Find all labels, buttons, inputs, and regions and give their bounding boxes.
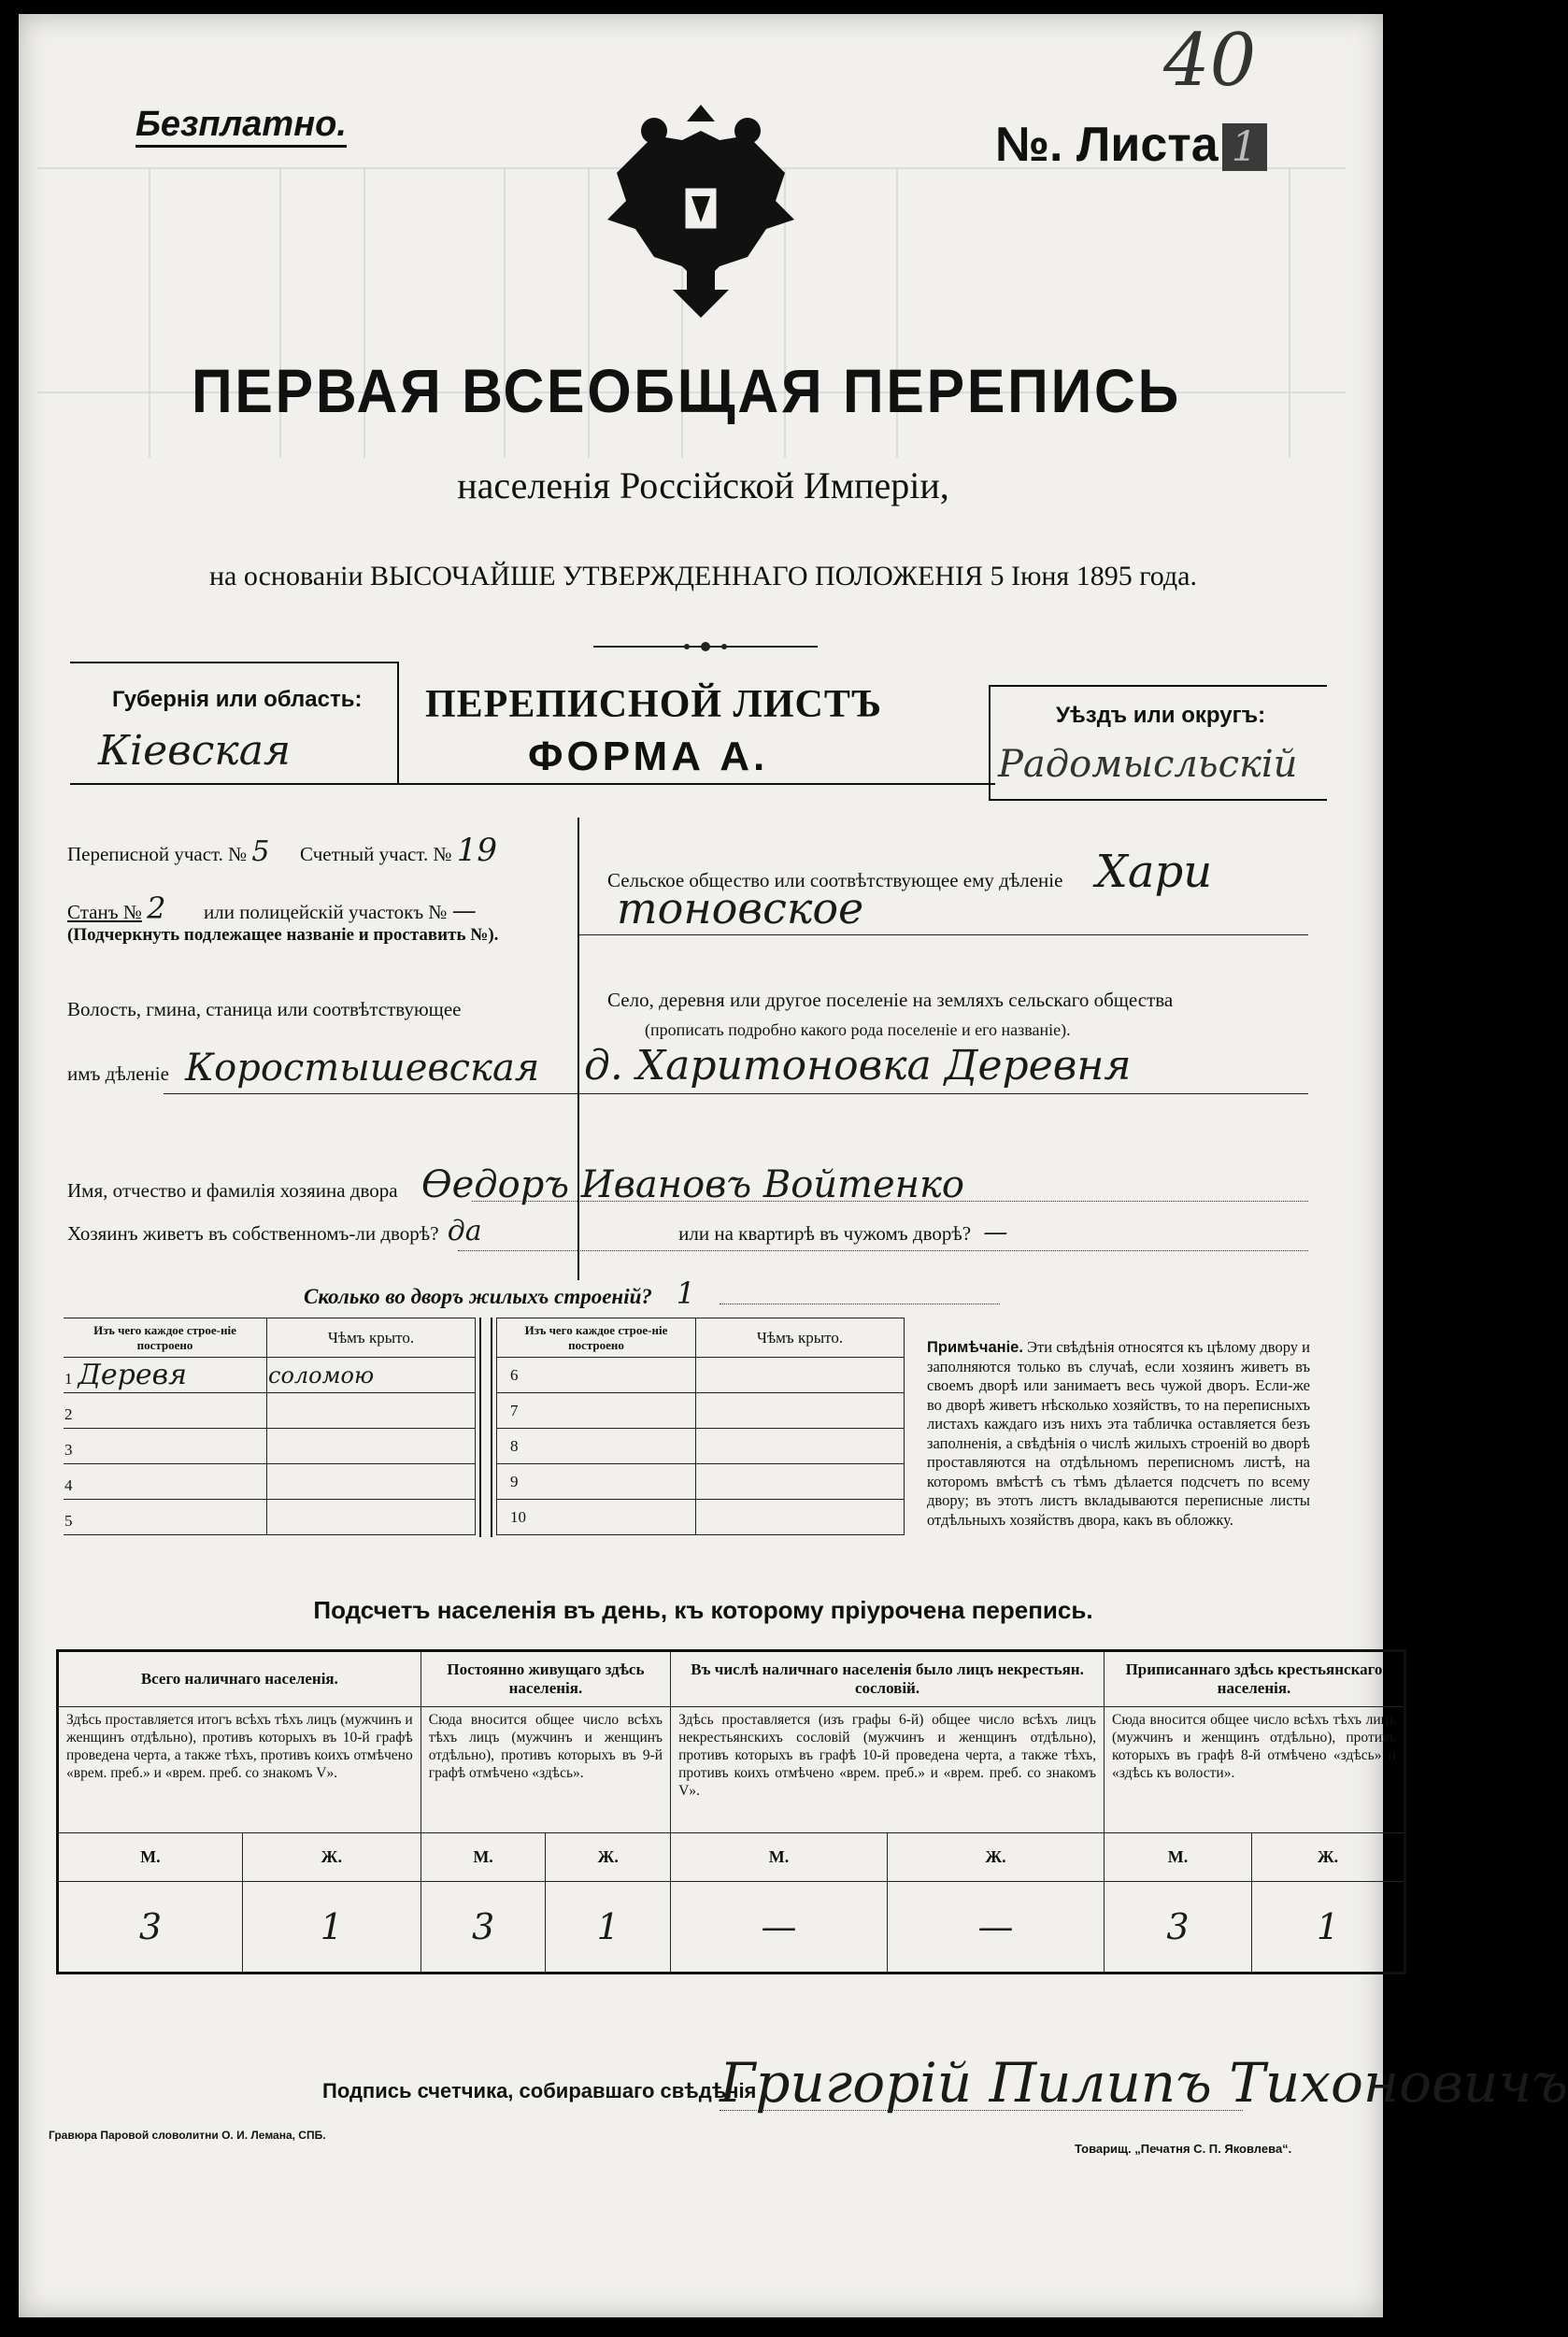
male-count: 3 — [1104, 1882, 1251, 1974]
building-roof — [267, 1500, 476, 1535]
count-group-desc: Здѣсь проставляется (изъ графы 6-й) общее число всѣхъ лицъ некрестьянскихъ сословій (мужчинъ и женщинъ отдѣльно), противъ которыхъ въ графѣ 10-й проведена черта, а также тѣхъ, противъ коихъ отмѣчено «врем. преб.» и «врем. преб. со знакомъ V». — [671, 1707, 1105, 1833]
gubernia-label: Губернія или область: — [112, 687, 363, 712]
building-material-cell — [64, 1464, 267, 1500]
form-subtitle: ФОРМА А. — [528, 734, 769, 779]
building-number: 3 — [64, 1441, 73, 1459]
building-roof — [696, 1358, 905, 1393]
sheet-number — [995, 117, 1267, 173]
buildings-value: 1 — [676, 1275, 695, 1311]
building-material-cell — [64, 1429, 267, 1464]
female-col-label: Ж. — [242, 1833, 421, 1882]
female-count: 1 — [546, 1882, 671, 1974]
buildings-row — [304, 1275, 695, 1311]
buildings-col-roof-2: Чѣмъ крыто. — [696, 1318, 905, 1358]
page-title: ПЕРВАЯ ВСЕОБЩАЯ ПЕРЕПИСЬ — [192, 356, 1181, 425]
stan-note: (Подчеркнуть подлежащее названіе и проставить №). — [67, 925, 499, 945]
gubernia-value: Кіевская — [98, 727, 292, 775]
building-roof: соломою — [267, 1358, 476, 1393]
schet-uchast-label: Счетный участ. № — [300, 843, 452, 865]
schet-uchast-value: 19 — [456, 832, 497, 869]
police-value: — — [451, 897, 477, 925]
printer-right: Товарищ. „Печатня С. П. Яковлева“. — [1075, 2142, 1292, 2156]
buildings-row — [497, 1500, 905, 1535]
form-title: ПЕРЕПИСНОЙ ЛИСТЪ — [425, 683, 882, 726]
male-count: 3 — [58, 1882, 243, 1974]
ornament-divider — [593, 640, 818, 653]
building-number: 5 — [64, 1512, 73, 1530]
female-col-label: Ж. — [1252, 1833, 1405, 1882]
sheet-number-value: 1 — [1222, 123, 1267, 171]
perepis-uchast-value: 5 — [251, 835, 270, 868]
count-group-head: Всего наличнаго населенія. — [58, 1651, 421, 1707]
society-line — [579, 934, 1308, 935]
buildings-row — [497, 1358, 905, 1393]
uezd-label: Уѣздъ или округъ: — [1056, 703, 1266, 728]
signature-value: Григорій Пилипъ Тихоновичъ — [720, 2051, 1568, 2115]
imperial-eagle-icon — [598, 103, 804, 327]
free-label: Безплатно. — [135, 105, 347, 148]
count-group-desc: Сюда вносится общее число всѣхъ тѣхъ лицъ (мужчинъ и женщинъ отдѣльно), противъ которыхъ въ графѣ 8-й отмѣчено «здѣсь» и «здѣсь къ волости». — [1104, 1707, 1404, 1833]
male-col-label: М. — [1104, 1833, 1251, 1882]
village-label: Село, деревня или другое поселеніе на земляхъ сельскаго общества — [607, 989, 1174, 1011]
building-roof — [267, 1429, 476, 1464]
police-label: или полицейскій участокъ № — [203, 901, 448, 923]
own-yard-label: Хозяинъ живетъ въ собственномъ-ли дворѣ? — [67, 1222, 439, 1245]
village-line — [164, 1093, 1308, 1094]
count-table — [56, 1649, 1406, 1974]
building-roof — [696, 1500, 905, 1535]
owner-label: Имя, отчество и фамилія хозяина двора — [67, 1179, 398, 1202]
building-roof — [267, 1464, 476, 1500]
building-number: 10 — [497, 1500, 696, 1535]
buildings-row — [497, 1393, 905, 1429]
buildings-row — [64, 1358, 476, 1393]
building-roof — [696, 1429, 905, 1464]
owner-line — [472, 1201, 1308, 1202]
note — [927, 1338, 1310, 1530]
buildings-row — [64, 1429, 476, 1464]
society-value-2: тоновское — [617, 883, 864, 933]
buildings-table — [64, 1318, 905, 1537]
village-value: д. Харитоновка Деревня — [584, 1042, 1132, 1090]
buildings-label: Сколько во дворъ жилыхъ строеній? — [304, 1285, 652, 1308]
volost-row — [67, 1047, 539, 1090]
female-count: 1 — [1252, 1882, 1405, 1974]
stan-row — [67, 891, 477, 926]
corner-number: 40 — [1163, 19, 1257, 103]
building-material: Деревя — [78, 1359, 187, 1391]
village-note: (прописать подробно какого рода поселеніе и его названіе). — [645, 1020, 1071, 1039]
male-col-label: М. — [671, 1833, 888, 1882]
building-roof — [696, 1464, 905, 1500]
building-roof — [696, 1393, 905, 1429]
building-material-cell — [64, 1500, 267, 1535]
buildings-row — [497, 1429, 905, 1464]
volost-value: Коростышевская — [185, 1047, 540, 1090]
signature-label: Подпись счетчика, собиравшаго свѣдѣнія — [322, 2079, 757, 2102]
buildings-col-material: Изъ чего каждое строе-ніе построено — [64, 1318, 267, 1358]
count-group-desc: Сюда вносится общее число всѣхъ тѣхъ лицъ (мужчинъ и женщинъ отдѣльно), противъ которыхъ въ 9-й графѣ отмѣчено «здѣсь». — [421, 1707, 670, 1833]
building-number: 4 — [64, 1476, 73, 1494]
buildings-row — [64, 1500, 476, 1535]
building-number: 9 — [497, 1464, 696, 1500]
building-material-cell — [64, 1393, 267, 1429]
count-group-head: Приписаннаго здѣсь крестьянскаго населенія. — [1104, 1651, 1404, 1707]
perepis-uchast-label: Переписной участ. № — [67, 843, 248, 865]
building-number: 8 — [497, 1429, 696, 1464]
building-number: 2 — [64, 1405, 73, 1423]
buildings-col-material-2: Изъ чего каждое строе-ніе построено — [497, 1318, 696, 1358]
female-col-label: Ж. — [888, 1833, 1105, 1882]
sheet-number-label: №. Листа — [995, 118, 1219, 172]
header-rule — [397, 783, 995, 785]
society-value-1: Хари — [1095, 846, 1213, 898]
volost-label-2: имъ дѣленіе — [67, 1062, 169, 1085]
own-yard-value: да — [447, 1215, 482, 1247]
building-number: 1 — [64, 1370, 73, 1388]
society-label: Сельское общество или соотвѣтствующее ему дѣленіе — [607, 869, 1063, 891]
female-count: — — [888, 1882, 1105, 1974]
legal-basis: на основаніи ВЫСОЧАЙШЕ УТВЕРЖДЕННАГО ПОЛОЖЕНІЯ 5 Іюня 1895 года. — [209, 561, 1197, 591]
stan-value: 2 — [147, 891, 166, 926]
male-col-label: М. — [58, 1833, 243, 1882]
buildings-col-roof: Чѣмъ крыто. — [267, 1318, 476, 1358]
building-number: 7 — [497, 1393, 696, 1429]
printer-left: Гравюра Паровой словолитни О. И. Лемана, СПБ. — [49, 2129, 326, 2142]
rent-label: или на квартирѣ въ чужомъ дворѣ? — [678, 1222, 972, 1245]
count-group-head: Въ числѣ наличнаго населенія было лицъ некрестьян. сословій. — [671, 1651, 1105, 1707]
owner-value: Өедоръ Ивановъ Войтенко — [421, 1163, 964, 1206]
column-separator — [577, 818, 579, 1280]
buildings-row — [497, 1464, 905, 1500]
buildings-row — [64, 1464, 476, 1500]
count-group-desc: Здѣсь проставляется итогъ всѣхъ тѣхъ лицъ (мужчинъ и женщинъ отдѣльно), противъ которыхъ въ 10-й графѣ проведена черта, а также тѣхъ, противъ коихъ отмѣчено «врем. преб.» и «врем. преб. со знакомъ V». — [58, 1707, 421, 1833]
perepis-uchast-row — [67, 832, 497, 869]
buildings-row — [64, 1393, 476, 1429]
own-yard-row — [67, 1215, 1007, 1247]
male-count: 3 — [421, 1882, 546, 1974]
female-col-label: Ж. — [546, 1833, 671, 1882]
male-count: — — [671, 1882, 888, 1974]
count-title: Подсчетъ населенія въ день, къ которому пріурочена перепись. — [313, 1596, 1093, 1624]
stan-label: Станъ № — [67, 901, 142, 923]
own-yard-line — [458, 1250, 1308, 1251]
note-head: Примѣчаніе. — [927, 1339, 1023, 1356]
male-col-label: М. — [421, 1833, 546, 1882]
note-text: Эти свѣдѣнія относятся къ цѣлому двору и заполняются только въ случаѣ, если хозяинъ живетъ въ своемъ дворѣ или занимаетъ весь чужой дворъ. Если-же во дворѣ живетъ нѣсколько хозяйствъ, то на переписныхъ листахъ каждаго изъ нихъ эта табличка оставляется безъ заполненія, а свѣдѣнія о числѣ жилыхъ строеній во дворѣ проставляются на отдѣльномъ переписномъ листѣ, на которомъ вмѣстѣ съ тѣмъ дѣлается подсчетъ по всему двору; въ этотъ листъ вкладываются переписные листы отдѣльныхъ хозяйствъ двора, какъ въ обложку. — [927, 1338, 1310, 1529]
rent-value: — — [983, 1218, 1008, 1247]
uezd-value: Радомысльскій — [998, 743, 1298, 786]
female-count: 1 — [242, 1882, 421, 1974]
volost-label-1: Волость, гмина, станица или соотвѣтствующее — [67, 998, 462, 1020]
building-material-cell — [64, 1358, 267, 1393]
signature-line — [720, 2110, 1243, 2111]
page-subtitle: населенія Россійской Имперіи, — [457, 464, 949, 506]
count-group-head: Постоянно живущаго здѣсь населенія. — [421, 1651, 670, 1707]
building-roof — [267, 1393, 476, 1429]
building-number: 6 — [497, 1358, 696, 1393]
